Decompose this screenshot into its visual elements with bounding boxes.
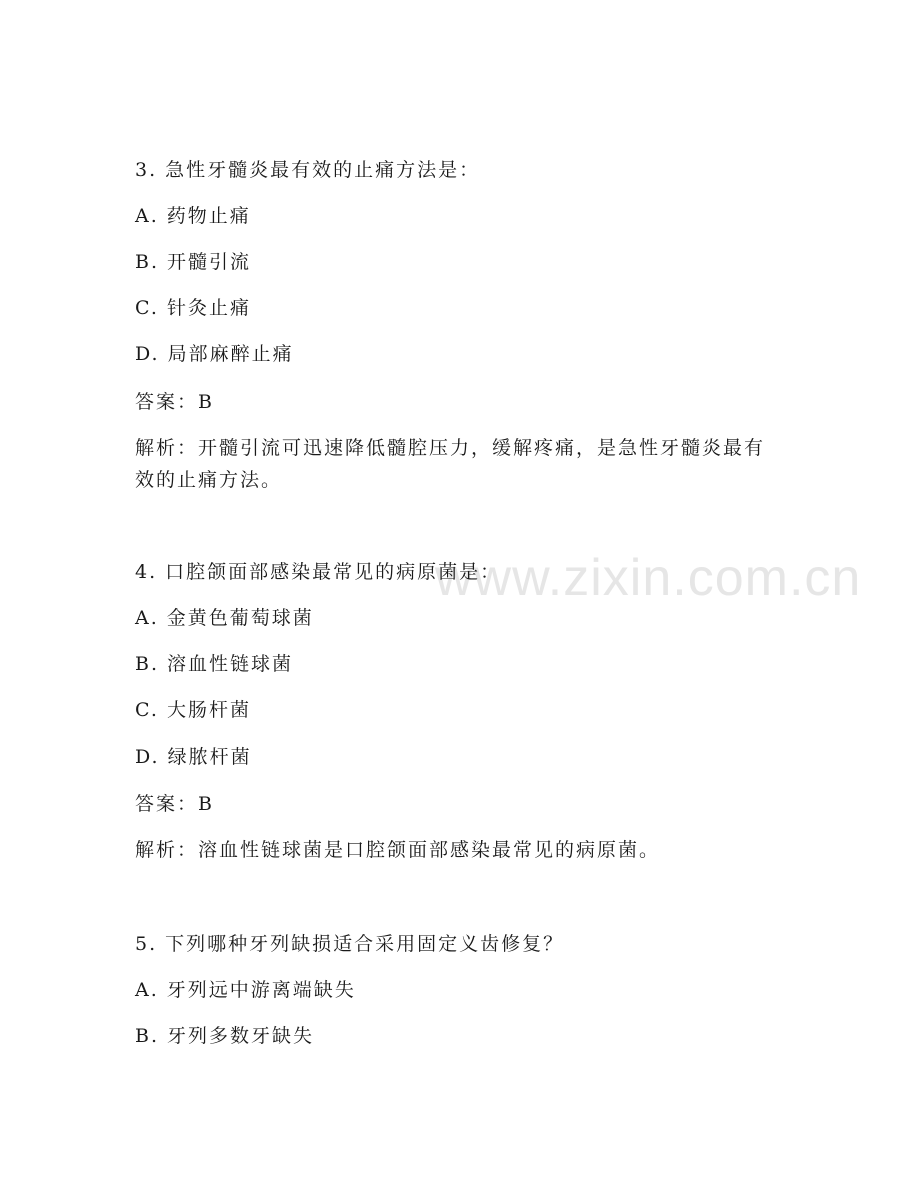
answer: 答案：B — [135, 391, 214, 413]
question-stem: 4. 口腔颌面部感染最常见的病原菌是： — [135, 561, 502, 583]
option-d: D. 局部麻醉止痛 — [135, 343, 294, 365]
option-a: A. 药物止痛 — [135, 205, 251, 227]
explanation: 解析：溶血性链球菌是口腔颌面部感染最常见的病原菌。 — [135, 839, 661, 861]
option-a: A. 金黄色葡萄球菌 — [135, 607, 314, 629]
question-stem: 3. 急性牙髓炎最有效的止痛方法是： — [135, 159, 481, 181]
option-c: C. 针灸止痛 — [135, 297, 251, 319]
question-stem: 5. 下列哪种牙列缺损适合采用固定义齿修复？ — [135, 933, 565, 955]
explanation: 解析：开髓引流可迅速降低髓腔压力，缓解疼痛，是急性牙髓炎最有效的止痛方法。 — [135, 437, 766, 491]
option-b: B. 溶血性链球菌 — [135, 653, 294, 675]
option-c: C. 大肠杆菌 — [135, 699, 251, 721]
option-d: D. 绿脓杆菌 — [135, 746, 252, 768]
option-b: B. 牙列多数牙缺失 — [135, 1025, 315, 1047]
watermark: www.zixin.com.cn — [435, 549, 862, 607]
option-a: A. 牙列远中游离端缺失 — [135, 979, 356, 1001]
option-b: B. 开髓引流 — [135, 251, 252, 273]
answer: 答案：B — [135, 793, 214, 815]
